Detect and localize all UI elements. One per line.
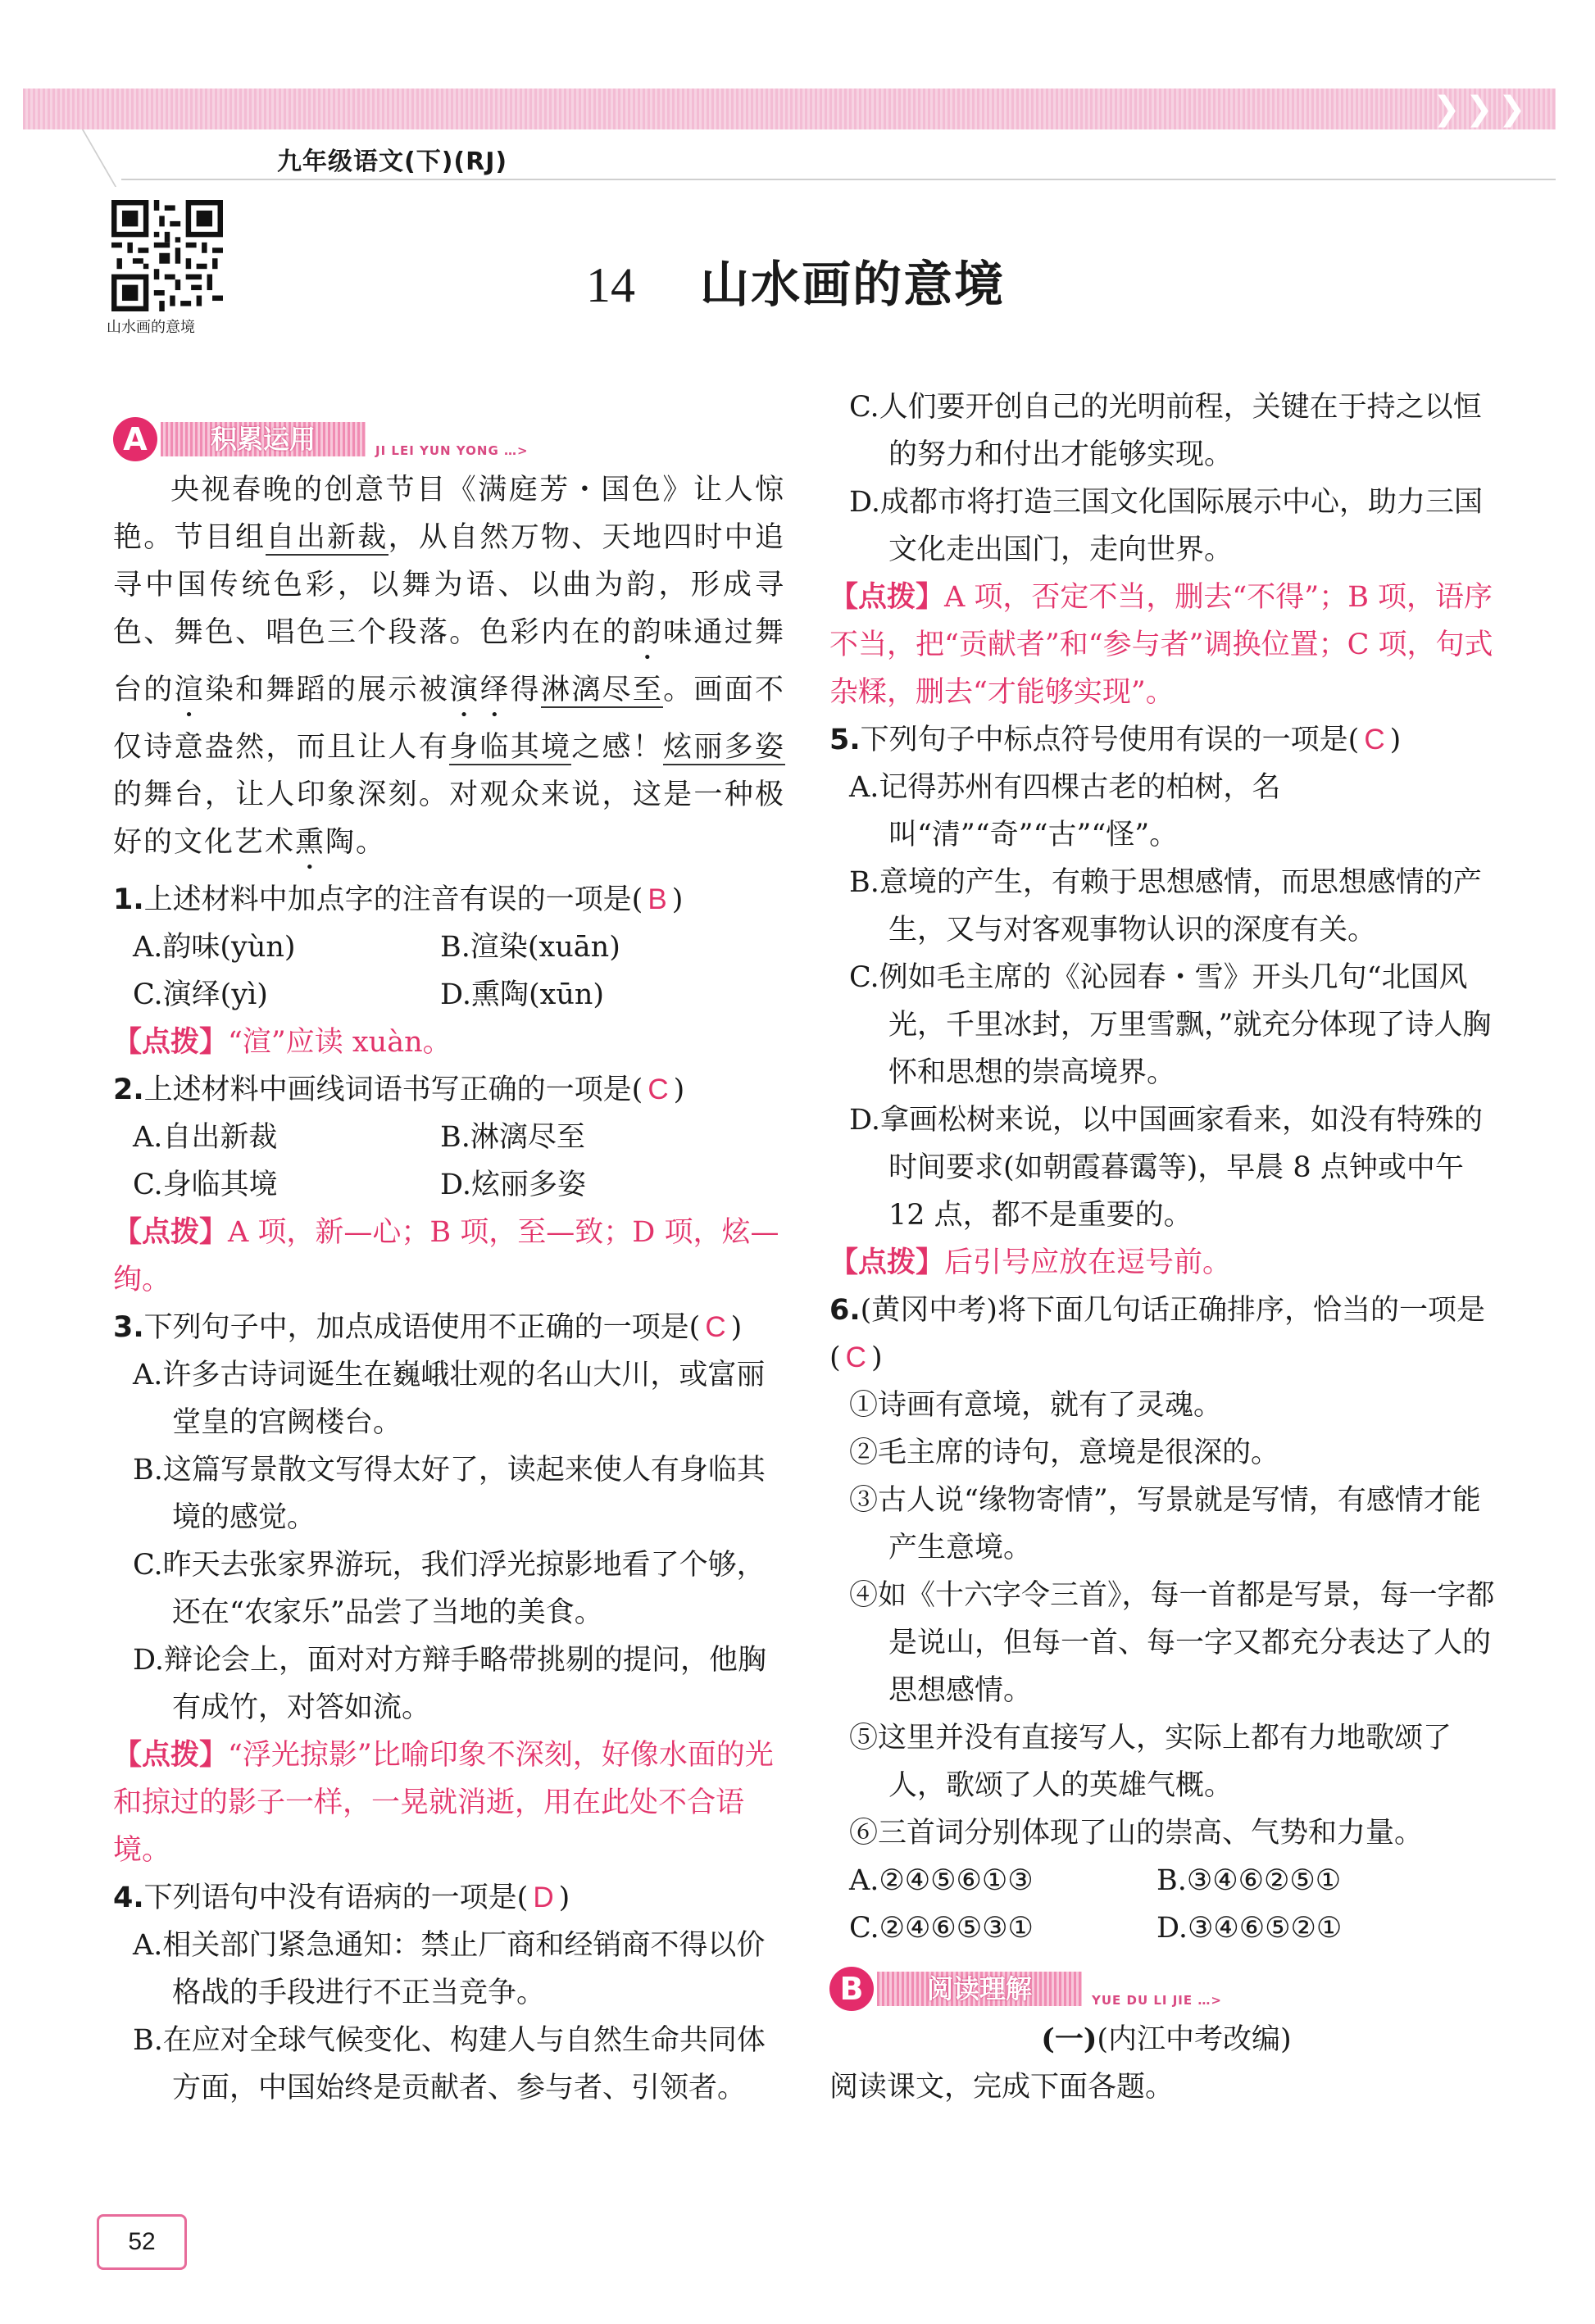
section-badge: B <box>829 1967 874 2011</box>
chevron-icon: ❯ <box>1465 90 1493 128</box>
answer: C <box>845 1341 866 1373</box>
reading-instruction: 阅读课文，完成下面各题。 <box>829 2071 1175 2104</box>
tip: 【点拨】A 项，新—心；B 项，至—致；D 项，炫—绚。 <box>113 1215 779 1296</box>
options-row <box>113 971 785 1019</box>
option: B.渲染(xuān) <box>440 931 620 964</box>
option: A.相关部门紧急通知：禁止厂商和经销商不得以价格战的手段进行不正当竞争。 <box>133 1929 766 2009</box>
sentence: ①诗画有意境，就有了灵魂。 <box>849 1389 1223 1422</box>
options-row <box>113 924 785 971</box>
lesson-title <box>586 246 1005 316</box>
chevron-icon: ❯ <box>1498 90 1526 128</box>
option: B.淋漓尽至 <box>440 1121 585 1154</box>
option: C.演绎(yì) <box>133 978 268 1011</box>
options-row <box>113 1114 785 1161</box>
page-number: 52 <box>97 2214 187 2270</box>
option: C.例如毛主席的《沁园春・雪》开头几句“北国风光，千里冰封，万里雪飘，”就充分体现了诗人胸怀和思想的崇高境界。 <box>849 961 1492 1089</box>
answer: C <box>648 1073 669 1105</box>
section-label: 阅读理解 <box>877 1972 1082 2006</box>
right-column <box>829 384 1503 2111</box>
question-5: 5.下列句子中标点符号使用有误的一项是( C ) <box>829 724 1402 756</box>
header-divider <box>121 179 1556 180</box>
section-label: 积累运用 <box>161 422 366 456</box>
question-2: 2.上述材料中画线词语书写正确的一项是( C ) <box>113 1073 685 1106</box>
question-1: 1.上述材料中加点字的注音有误的一项是( B ) <box>113 883 684 916</box>
option: D.拿画松树来说，以中国画家看来，如没有特殊的时间要求(如朝霞暮霭等)，早晨 8 点钟或中午 12 点，都不是重要的。 <box>849 1104 1483 1232</box>
answer: B <box>648 883 667 915</box>
qr-code[interactable] <box>111 200 223 311</box>
tip: 【点拨】“渲”应读 xuàn。 <box>113 1025 452 1059</box>
lesson-name: 山水画的意境 <box>700 256 1006 314</box>
option: A.韵味(yùn) <box>133 931 296 964</box>
options-row <box>829 1857 1503 1904</box>
option: D.辩论会上，面对对方辩手略带挑剔的提问，他胸有成竹，对答如流。 <box>133 1644 766 1724</box>
question-3: 3.下列句子中，加点成语使用不正确的一项是( C ) <box>113 1311 743 1344</box>
option: C.人们要开创自己的光明前程，关键在于持之以恒的努力和付出才能够实现。 <box>849 391 1482 471</box>
options-row <box>113 1161 785 1209</box>
sentence: ②毛主席的诗句，意境是很深的。 <box>849 1437 1280 1469</box>
book-title: 九年级语文(下)(RJ) <box>277 148 508 176</box>
section-b-header <box>829 1963 1503 2016</box>
lesson-number: 14 <box>586 258 635 312</box>
question-4: 4.下列语句中没有语病的一项是( D ) <box>113 1881 570 1914</box>
sentence: ④如《十六字令三首》，每一首都是写景，每一字都是说山，但每一首、每一字又都充分表达了人的思想感情。 <box>849 1579 1495 1707</box>
option: A.许多古诗词诞生在巍峨壮观的名山大川，或富丽堂皇的宫阙楼台。 <box>133 1359 766 1439</box>
section-pinyin: JI LEI YUN YONG …> <box>375 443 529 458</box>
option: D.成都市将打造三国文化国际展示中心，助力三国文化走出国门，走向世界。 <box>849 486 1483 566</box>
top-decorative-bar <box>23 89 1556 129</box>
option: D.炫丽多姿 <box>440 1169 586 1201</box>
section-badge: A <box>113 417 157 461</box>
left-column <box>113 414 785 2112</box>
sentence: ⑤这里并没有直接写人，实际上都有力地歌颂了人，歌颂了人的英雄气概。 <box>849 1722 1452 1802</box>
option: B.在应对全球气候变化、构建人与自然生命共同体方面，中国始终是贡献者、参与者、引领者。 <box>133 2024 766 2104</box>
header-divider <box>82 129 116 187</box>
option: B.③④⑥②⑤① <box>1156 1864 1342 1897</box>
section-pinyin: YUE DU LI JIE …> <box>1092 1993 1222 2008</box>
answer: C <box>705 1311 726 1343</box>
option: A.②④⑤⑥①③ <box>849 1864 1034 1897</box>
tip: 【点拨】A 项，否定不当，删去“不得”；B 项，语序不当，把“贡献者”和“参与者”调换位置；C 项，句式杂糅，删去“才能够实现”。 <box>829 580 1493 709</box>
sentence: ⑥三首词分别体现了山的崇高、气势和力量。 <box>849 1817 1424 1850</box>
option: C.身临其境 <box>133 1169 278 1201</box>
qr-caption: 山水画的意境 <box>107 319 195 336</box>
options-row <box>829 1904 1503 1952</box>
tip: 【点拨】“浮光掠影”比喻印象不深刻，好像水面的光和掠过的影子一样，一晃就消逝，用在此处不合语境。 <box>113 1738 774 1867</box>
sentence: ③古人说“缘物寄情”，写景就是写情，有感情才能产生意境。 <box>849 1484 1481 1564</box>
option: B.这篇写景散文写得太好了，读起来使人有身临其境的感觉。 <box>133 1454 766 1534</box>
option: A.自出新裁 <box>133 1121 278 1154</box>
option: D.熏陶(xūn) <box>440 978 605 1011</box>
tip: 【点拨】后引号应放在逗号前。 <box>829 1246 1232 1279</box>
option: C.昨天去张家界游玩，我们浮光掠影地看了个够，还在“农家乐”品尝了当地的美食。 <box>133 1549 766 1629</box>
answer: C <box>1364 724 1385 756</box>
option: D.③④⑥⑤②① <box>1156 1912 1343 1945</box>
reading-part-heading: (一)(内江中考改编) <box>1041 2022 1292 2056</box>
option: A.记得苏州有四棵古老的柏树，名叫“清”“奇”“古”“怪”。 <box>849 771 1281 851</box>
answer: D <box>533 1881 554 1913</box>
option: C.②④⑥⑤③① <box>849 1912 1034 1945</box>
option: B.意境的产生，有赖于思想感情，而思想感情的产生，又与对客观事物认识的深度有关。 <box>849 866 1482 946</box>
question-6: 6.(黄冈中考)将下面几句话正确排序，恰当的一项是( C ) <box>829 1294 1485 1374</box>
reading-material: 央视春晚的创意节目《满庭芳・国色》让人惊艳。节目组自出新裁，从自然万物、天地四时中追寻中国传统色彩，以舞为语、以曲为韵，形成寻色、舞色、唱色三个段落。色彩内在的韵味通过舞台的渲染和舞蹈的展示被演绎得淋漓尽至。画面不仅诗意盎然，而且让人有身临其境之感！炫丽多姿的舞台，让人印象深刻。对观众来说，这是一种极好的文化艺术熏陶。 <box>113 474 785 859</box>
section-a-header <box>113 414 785 466</box>
chevron-icon: ❯ <box>1433 90 1461 128</box>
